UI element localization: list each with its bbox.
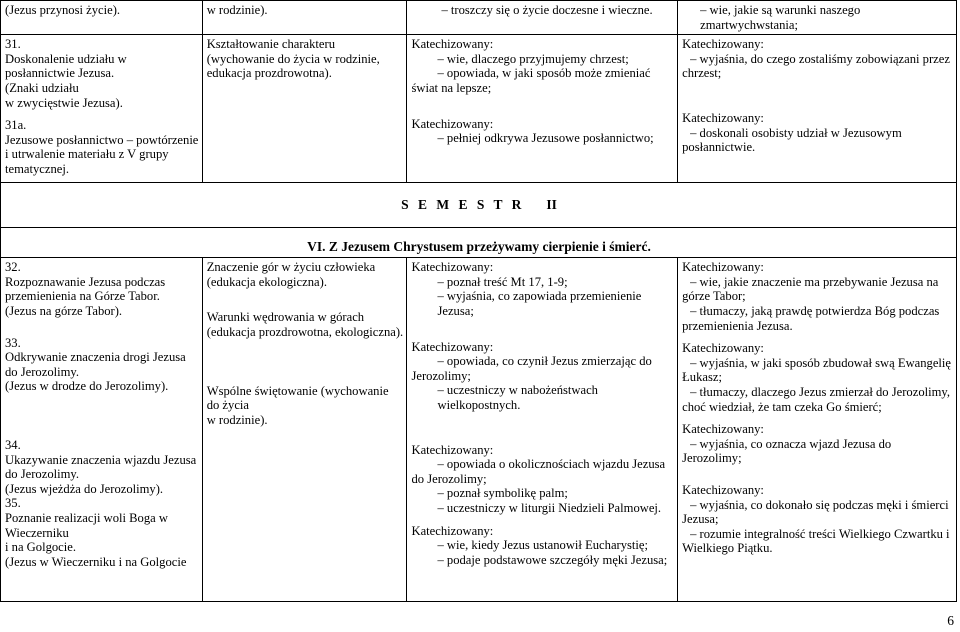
section-heading-cell bbox=[1, 228, 957, 258]
requirement-heading: Katechizowany: bbox=[682, 341, 764, 356]
requirement-item: – doskonali osobisty udział w Jezusowym posłannictwie. bbox=[682, 125, 902, 155]
cell-text: Kształtowanie charakteru (wychowanie do życia w rodzinie, edukacja prozdrowotna). bbox=[206, 37, 380, 81]
requirement-heading: Katechizowany: bbox=[411, 37, 494, 52]
requirement-item: – wie, kiedy Jezus ustanowił Eucharystię; bbox=[437, 538, 649, 553]
requirement-heading: Katechizowany: bbox=[411, 442, 494, 457]
lesson-number: 34. bbox=[5, 437, 21, 452]
requirement-item: – poznał treść Mt 17, 1-9; bbox=[437, 274, 568, 289]
requirements-basic-cell bbox=[407, 35, 678, 183]
education-item: w rodzinie). bbox=[206, 412, 268, 427]
requirement-heading: Katechizowany: bbox=[411, 116, 494, 131]
topic-cell bbox=[1, 1, 203, 35]
lesson-number: 33. bbox=[5, 335, 21, 350]
semester-number: II bbox=[546, 196, 557, 212]
requirements-extended-cell bbox=[678, 1, 957, 35]
semester-label: S E M E S T R bbox=[401, 196, 525, 212]
education-cell bbox=[202, 1, 407, 35]
lesson-number: 31. bbox=[5, 37, 21, 52]
requirement-heading: Katechizowany: bbox=[682, 482, 764, 497]
lesson-title: Jezusowe posłannictwo – powtórzenie i utrwalenie materiału z V grupy tematycznej. bbox=[5, 132, 199, 176]
cell-text: w rodzinie). bbox=[206, 3, 268, 17]
lesson-title: Ukazywanie znaczenia wjazdu Jezusa do Jerozolimy. bbox=[5, 452, 197, 482]
requirement-item: – uczestniczy w nabożeństwach wielkopostnych. bbox=[437, 383, 598, 412]
topic-cell bbox=[1, 35, 203, 183]
requirement-heading: Katechizowany: bbox=[682, 260, 764, 275]
lesson-title: i na Golgocie. bbox=[5, 540, 76, 555]
lesson-title: Rozpoznawanie Jezusa podczas przemienienia na Górze Tabor. bbox=[5, 274, 166, 304]
cell-text: – troszczy się o życie doczesne i wieczne. bbox=[441, 3, 653, 17]
requirements-extended-cell bbox=[678, 35, 957, 183]
topic-cell bbox=[1, 258, 203, 602]
education-cell bbox=[202, 258, 407, 602]
requirement-item: – wie, dlaczego przyjmujemy chrzest; bbox=[437, 51, 629, 66]
requirement-heading: Katechizowany: bbox=[682, 37, 764, 52]
lesson-title: Odkrywanie znaczenia drogi Jezusa do Jerozolimy. bbox=[5, 350, 186, 379]
requirement-item: – wyjaśnia, co oznacza wjazd Jezusa do Jerozolimy; bbox=[682, 436, 892, 466]
education-cell bbox=[202, 35, 407, 183]
table-row bbox=[1, 1, 957, 35]
requirement-item: – pełniej odkrywa Jezusowe posłannictwo; bbox=[437, 131, 654, 146]
requirement-heading: Katechizowany: bbox=[682, 110, 764, 125]
lesson-subtitle: (Jezus w drodze do Jerozolimy). bbox=[5, 379, 169, 394]
requirement-item: – opowiada, w jaki sposób może zmieniać świat na lepsze; bbox=[411, 66, 651, 95]
page-number: 6 bbox=[947, 613, 954, 628]
lesson-subtitle: w zwycięstwie Jezusa). bbox=[5, 95, 123, 110]
lesson-title: Poznanie realizacji woli Boga w Wieczerniku bbox=[5, 510, 168, 540]
requirement-item: – tłumaczy, dlaczego Jezus zmierzał do Jerozolimy, choć wiedział, że tam czeka Go śmierć; bbox=[682, 384, 951, 414]
lesson-subtitle: (Jezus wjeżdża do Jerozolimy). bbox=[5, 481, 164, 496]
requirement-heading: Katechizowany: bbox=[411, 339, 494, 354]
semester-row bbox=[1, 183, 957, 228]
education-item: Warunki wędrowania w górach (edukacja prozdrowotna, ekologiczna). bbox=[206, 310, 404, 339]
requirement-item: – opowiada o okolicznościach wjazdu Jezusa do Jerozolimy; bbox=[411, 457, 666, 486]
education-item: Wspólne świętowanie (wychowanie do życia bbox=[206, 383, 389, 413]
lesson-number: 35. bbox=[5, 496, 21, 511]
lesson-subtitle: (Znaki udziału bbox=[5, 80, 79, 95]
lesson-number: 32. bbox=[5, 260, 21, 275]
cell-text: (Jezus przynosi życie). bbox=[5, 3, 121, 17]
requirement-item: – uczestniczy w liturgii Niedzieli Palmowej. bbox=[437, 500, 662, 515]
lesson-subtitle: (Jezus na górze Tabor). bbox=[5, 303, 123, 318]
requirement-heading: Katechizowany: bbox=[682, 422, 764, 437]
requirement-item: – wyjaśnia, co dokonało się podczas męki i śmierci Jezusa; bbox=[682, 497, 949, 527]
education-item: Znaczenie gór w życiu człowieka (edukacja ekologiczna). bbox=[206, 260, 376, 289]
table-row bbox=[1, 258, 957, 602]
section-heading-row bbox=[1, 228, 957, 258]
requirement-heading: Katechizowany: bbox=[411, 260, 494, 275]
lesson-subtitle: (Jezus w Wieczerniku i na Golgocie bbox=[5, 554, 187, 569]
semester-cell bbox=[1, 183, 957, 228]
requirement-heading: Katechizowany: bbox=[411, 523, 494, 538]
requirement-item: – poznał symbolikę palm; bbox=[437, 486, 568, 501]
requirements-basic-cell bbox=[407, 258, 678, 602]
requirements-basic-cell bbox=[407, 1, 678, 35]
requirement-item: – wyjaśnia, w jaki sposób zbudował swą Ewangelię Łukasz; bbox=[682, 355, 952, 385]
requirement-item: – wie, jakie znaczenie ma przebywanie Jezusa na górze Tabor; bbox=[682, 274, 939, 304]
requirement-item: – podaje podstawowe szczegóły męki Jezusa; bbox=[437, 552, 668, 567]
requirement-item: – opowiada, co czynił Jezus zmierzając do Jerozolimy; bbox=[411, 354, 652, 383]
table-row bbox=[1, 35, 957, 183]
requirements-extended-cell bbox=[678, 258, 957, 602]
lesson-title: Doskonalenie udziału w posłannictwie Jezusa. bbox=[5, 51, 127, 81]
requirement-item: – wyjaśnia, do czego zostaliśmy zobowiązani przez chrzest; bbox=[682, 51, 950, 81]
requirement-item: – rozumie integralność treści Wielkiego Czwartku i Wielkiego Piątku. bbox=[682, 526, 950, 556]
lesson-number: 31a. bbox=[5, 118, 27, 133]
requirement-item: – wyjaśnia, co zapowiada przemienienie Jezusa; bbox=[437, 289, 642, 318]
section-title: VI. Z Jezusem Chrystusem przeżywamy cierpienie i śmierć. bbox=[307, 238, 651, 254]
cell-text: – wie, jakie są warunki naszego zmartwychwstania; bbox=[700, 3, 861, 32]
requirement-item: – tłumaczy, jaką prawdę potwierdza Bóg podczas przemienienia Jezusa. bbox=[682, 303, 940, 333]
